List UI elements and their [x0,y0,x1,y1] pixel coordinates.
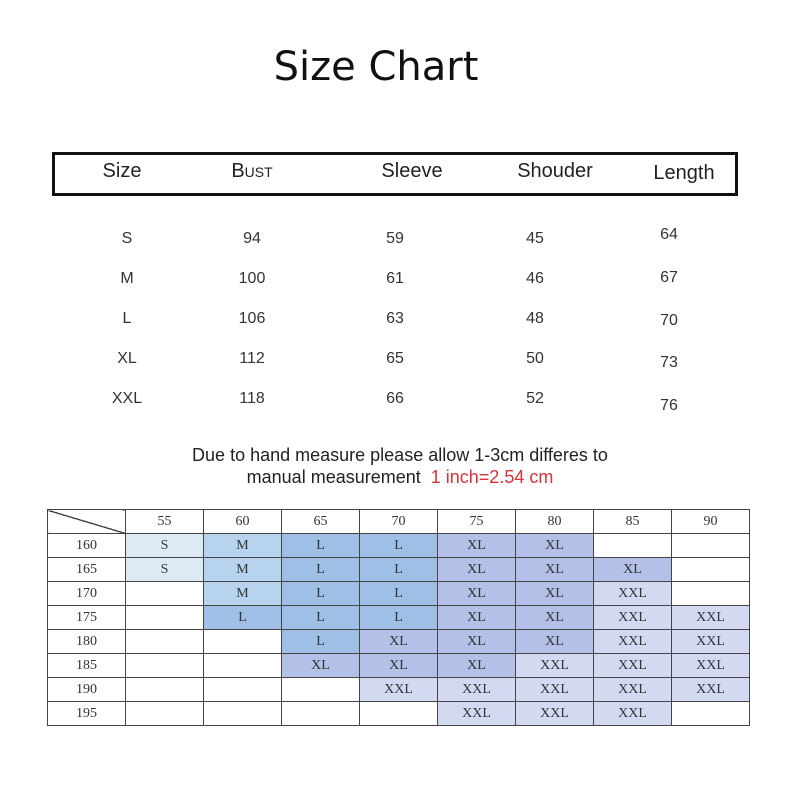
grid-size-cell: S [126,558,204,582]
grid-size-cell: XXL [594,654,672,678]
header-sleeve: Sleeve [381,160,443,182]
grid-size-cell: S [126,534,204,558]
grid-size-cell [126,606,204,630]
grid-size-cell [126,582,204,606]
note-line-1: Due to hand measure please allow 1-3cm differes to [192,445,608,465]
grid-size-cell: XXL [516,702,594,726]
grid-size-cell [126,678,204,702]
grid-size-cell [360,702,438,726]
grid-size-cell: XXL [672,678,750,702]
grid-size-cell: XL [516,534,594,558]
grid-size-cell: XL [438,558,516,582]
grid-size-cell: XL [438,654,516,678]
grid-size-cell: XL [516,606,594,630]
grid-row [48,558,750,582]
grid-size-cell: XL [360,630,438,654]
grid-size-cell: XL [438,534,516,558]
measure-shoulder-cell: 50 [526,350,544,367]
measure-size-cell: S [121,230,133,247]
grid-size-cell: XXL [672,606,750,630]
grid-weight-header: 90 [672,510,750,534]
grid-size-cell: L [360,534,438,558]
grid-size-cell [204,630,282,654]
measure-bust-cell: 94 [243,230,261,247]
grid-weight-header: 65 [282,510,360,534]
measure-length-cell: 67 [660,269,678,286]
grid-size-cell: L [282,630,360,654]
grid-size-cell: XL [282,654,360,678]
grid-height-header: 165 [48,558,126,582]
header-length: Length [653,162,715,184]
grid-size-cell: XXL [594,702,672,726]
measure-size-cell: XXL [111,390,143,407]
measure-bust-cell: 106 [238,310,266,327]
grid-size-cell [282,678,360,702]
measure-sleeve-cell: 65 [386,350,404,367]
grid-size-cell: XXL [360,678,438,702]
grid-size-cell: XL [438,630,516,654]
note-line-2 [0,467,800,488]
measure-bust-cell: 112 [239,350,265,367]
grid-height-header: 190 [48,678,126,702]
grid-size-cell [594,534,672,558]
grid-size-cell [204,702,282,726]
grid-corner [48,510,126,534]
grid-height-header: 195 [48,702,126,726]
measure-size-cell: M [120,270,134,287]
grid-size-cell: XXL [594,582,672,606]
grid-size-cell: L [282,534,360,558]
grid-height-header: 160 [48,534,126,558]
measure-bust-cell: 100 [238,270,266,287]
grid-weight-header: 80 [516,510,594,534]
measure-sleeve-cell: 61 [386,270,404,287]
grid-size-cell: XL [360,654,438,678]
grid-row [48,606,750,630]
grid-size-cell [204,678,282,702]
measure-shoulder-cell: 52 [526,390,544,407]
grid-weight-header: 75 [438,510,516,534]
grid-size-cell [126,630,204,654]
grid-size-cell: XXL [672,654,750,678]
measure-size-cell: XL [117,350,137,367]
grid-height-header: 170 [48,582,126,606]
grid-row [48,630,750,654]
measure-shoulder-cell: 46 [526,270,544,287]
header-bust: Bust [231,160,273,182]
grid-weight-header: 55 [126,510,204,534]
inch-conversion: 1 inch=2.54 cm [430,467,554,487]
grid-size-cell [204,654,282,678]
grid-row [48,654,750,678]
grid-size-cell [282,702,360,726]
grid-size-cell: XXL [594,630,672,654]
measure-length-cell: 76 [660,397,678,414]
grid-weight-header: 60 [204,510,282,534]
measure-length-cell: 73 [660,354,678,371]
grid-size-cell: XL [516,582,594,606]
grid-size-cell: XXL [516,678,594,702]
measure-sleeve-cell: 59 [386,230,404,247]
grid-size-cell [126,702,204,726]
grid-size-cell: M [204,582,282,606]
measure-sleeve-cell: 63 [386,310,404,327]
note-manual-text: manual measurement [246,467,421,487]
grid-size-cell: XXL [438,678,516,702]
grid-size-cell: XL [516,630,594,654]
page-title: Size Chart [273,44,479,90]
grid-size-cell: L [360,558,438,582]
grid-row [48,582,750,606]
grid-size-cell: XXL [438,702,516,726]
measure-length-cell: 64 [660,226,678,243]
grid-size-cell: XL [438,606,516,630]
grid-size-cell: L [282,558,360,582]
grid-size-cell [672,702,750,726]
grid-weight-header: 85 [594,510,672,534]
grid-size-cell: XL [516,558,594,582]
grid-size-cell [672,534,750,558]
header-shoulder: Shouder [517,160,593,182]
grid-size-cell: XL [438,582,516,606]
grid-row [48,678,750,702]
measure-bust-cell: 118 [239,390,265,407]
grid-size-cell: L [360,582,438,606]
grid-size-cell: L [204,606,282,630]
measure-shoulder-cell: 48 [526,310,544,327]
grid-height-header: 175 [48,606,126,630]
grid-size-cell [672,582,750,606]
grid-size-cell: XL [594,558,672,582]
grid-size-cell: XXL [672,630,750,654]
measure-shoulder-cell: 45 [526,230,544,247]
grid-size-cell: XXL [594,606,672,630]
grid-size-cell: M [204,558,282,582]
grid-height-header: 180 [48,630,126,654]
grid-row [48,534,750,558]
header-size: Size [102,160,142,182]
grid-height-header: 185 [48,654,126,678]
grid-size-cell: L [282,582,360,606]
grid-size-cell [126,654,204,678]
grid-size-cell [672,558,750,582]
grid-size-cell: L [360,606,438,630]
height-weight-grid [47,509,750,726]
grid-row [48,702,750,726]
measure-size-cell: L [122,310,132,327]
grid-size-cell: M [204,534,282,558]
grid-size-cell: L [282,606,360,630]
measure-length-cell: 70 [660,312,678,329]
grid-size-cell: XXL [594,678,672,702]
measure-sleeve-cell: 66 [386,390,404,407]
grid-size-cell: XXL [516,654,594,678]
grid-weight-header: 70 [360,510,438,534]
